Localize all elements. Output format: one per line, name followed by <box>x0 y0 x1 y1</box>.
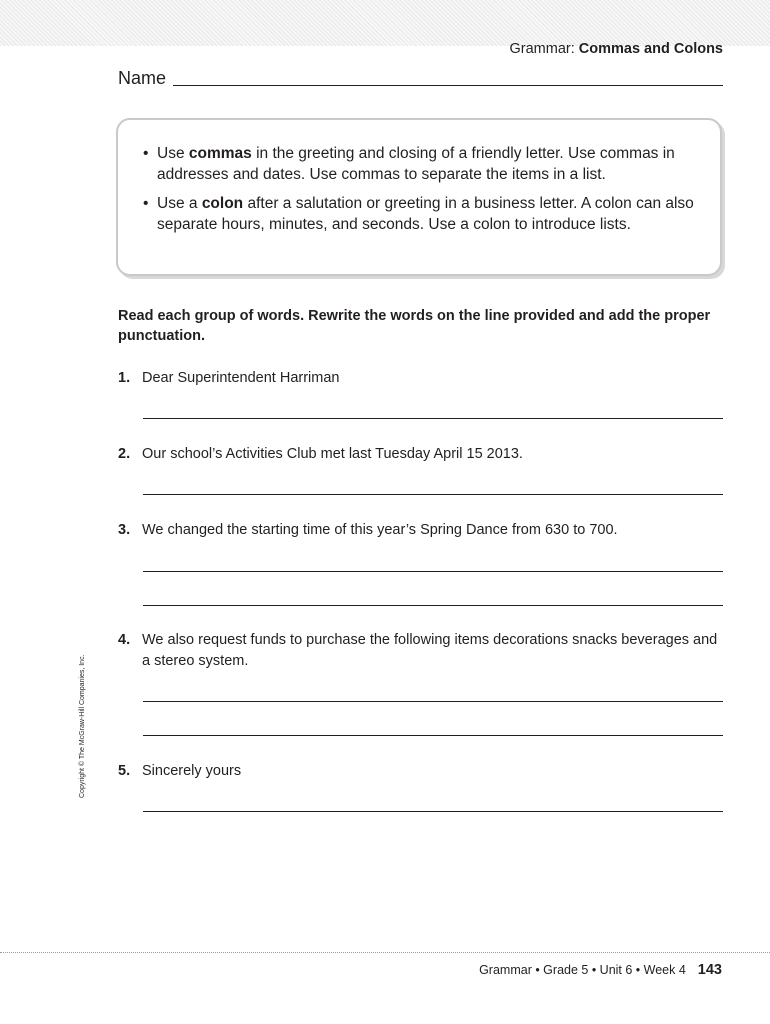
page-number: 143 <box>697 962 722 978</box>
rule-term: colon <box>201 195 244 212</box>
bullet-icon: • <box>143 195 149 212</box>
bullet-icon: • <box>143 145 149 162</box>
answer-line-4b[interactable] <box>143 735 723 736</box>
exercise-item-2 <box>118 444 724 465</box>
item-text: We changed the starting time of this year’s Spring Dance from 630 to 700. <box>142 522 618 538</box>
rule-text-pre: Use <box>157 145 189 162</box>
rule-text-post: in the greeting and closing of a friendly letter. Use commas in addresses and dates. Use commas to separate the items in a list. <box>157 145 675 183</box>
exercise-item-5 <box>118 761 724 782</box>
header-topic: Commas and Colons <box>578 41 723 57</box>
rules-box <box>116 118 722 276</box>
answer-line-3a[interactable] <box>143 571 723 572</box>
page-header <box>510 41 724 57</box>
name-label: Name <box>118 68 167 88</box>
exercise-item-4 <box>118 630 724 672</box>
copyright-notice: Copyright © The McGraw-Hill Companies, Inc. <box>79 654 86 798</box>
name-row <box>118 66 723 90</box>
name-field[interactable] <box>173 85 723 86</box>
header-subject: Grammar: <box>509 41 575 57</box>
exercise-item-3 <box>118 520 724 541</box>
answer-line-5[interactable] <box>143 811 723 812</box>
footer-divider <box>0 952 770 953</box>
page-footer <box>479 962 722 978</box>
item-number: 4. <box>118 632 131 648</box>
item-text: Dear Superintendent Harriman <box>142 370 340 386</box>
answer-line-2[interactable] <box>143 494 723 495</box>
rule-text-post: after a salutation or greeting in a business letter. A colon can also separate hours, minutes, and seconds. Use a colon to introduce lists. <box>157 195 694 233</box>
item-number: 3. <box>118 522 131 538</box>
rule-commas <box>143 143 703 185</box>
footer-label: Grammar • Grade 5 • Unit 6 • Week 4 <box>479 963 686 977</box>
exercise-item-1 <box>118 368 724 389</box>
item-text: We also request funds to purchase the following items decorations snacks beverages and a stereo system. <box>142 632 718 669</box>
item-number: 5. <box>118 763 131 779</box>
answer-line-4a[interactable] <box>143 701 723 702</box>
answer-line-3b[interactable] <box>143 605 723 606</box>
item-number: 1. <box>118 370 131 386</box>
item-number: 2. <box>118 446 131 462</box>
item-text: Our school’s Activities Club met last Tuesday April 15 2013. <box>142 446 523 462</box>
instructions: Read each group of words. Rewrite the words on the line provided and add the proper punctuation. <box>118 308 711 344</box>
rule-text-pre: Use a <box>157 195 202 212</box>
header-band <box>0 0 770 46</box>
item-text: Sincerely yours <box>142 763 242 779</box>
rule-term: commas <box>188 145 252 162</box>
answer-line-1[interactable] <box>143 418 723 419</box>
rule-colon <box>143 193 703 235</box>
